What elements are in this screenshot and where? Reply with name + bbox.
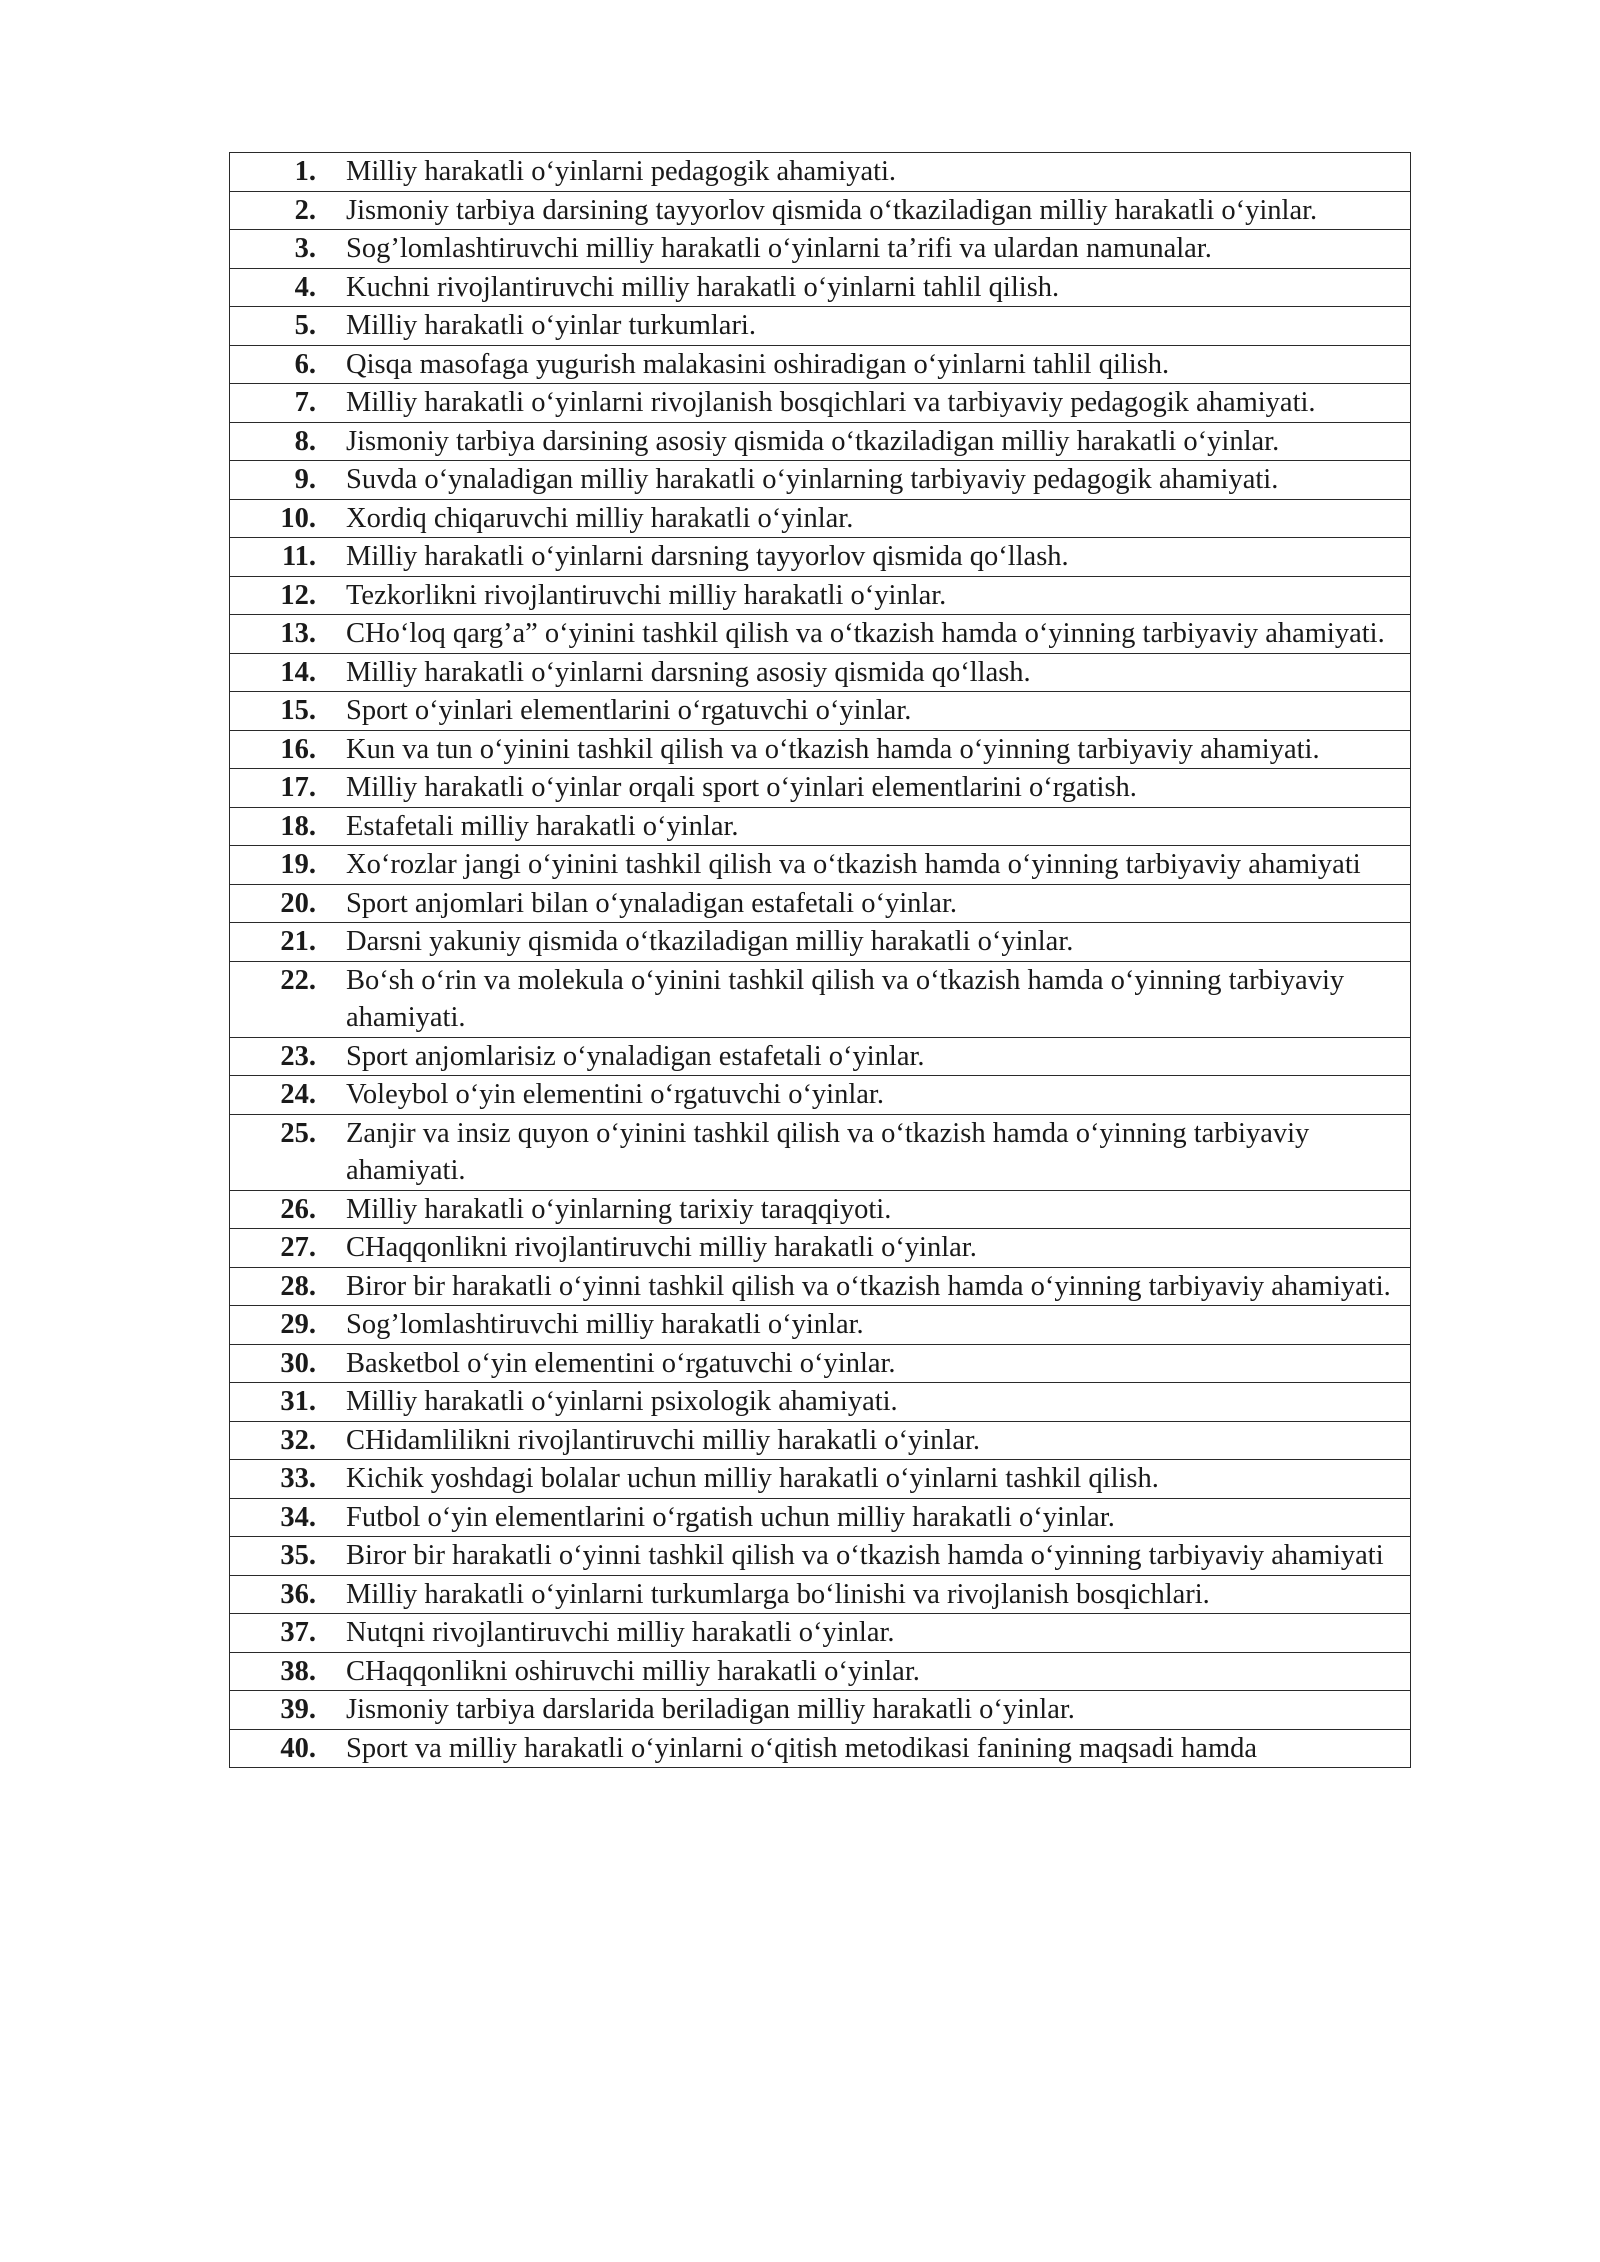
question-row [230, 345, 1411, 384]
question-row [230, 653, 1411, 692]
question-row [230, 692, 1411, 731]
question-text: Nutqni rivojlantiruvchi milliy harakatli o‘yinlar. [318, 1614, 1411, 1653]
question-text: Tezkorlikni rivojlantiruvchi milliy harakatli o‘yinlar. [318, 576, 1411, 615]
question-text: Xordiq chiqaruvchi milliy harakatli o‘yinlar. [318, 499, 1411, 538]
question-row [230, 1229, 1411, 1268]
question-row [230, 846, 1411, 885]
question-row [230, 1076, 1411, 1115]
question-row [230, 153, 1411, 192]
question-row [230, 1652, 1411, 1691]
question-row [230, 615, 1411, 654]
question-row [230, 1575, 1411, 1614]
question-number: 13. [230, 615, 319, 654]
question-number: 35. [230, 1537, 319, 1576]
question-text: Sport anjomlari bilan o‘ynaladigan estafetali o‘yinlar. [318, 884, 1411, 923]
question-number: 16. [230, 730, 319, 769]
question-number: 7. [230, 384, 319, 423]
question-text: Basketbol o‘yin elementini o‘rgatuvchi o‘yinlar. [318, 1344, 1411, 1383]
question-number: 33. [230, 1460, 319, 1499]
question-text: Milliy harakatli o‘yinlarning tarixiy taraqqiyoti. [318, 1190, 1411, 1229]
question-number: 24. [230, 1076, 319, 1115]
question-text: Qisqa masofaga yugurish malakasini oshiradigan o‘yinlarni tahlil qilish. [318, 345, 1411, 384]
question-row [230, 1691, 1411, 1730]
question-text: Voleybol o‘yin elementini o‘rgatuvchi o‘yinlar. [318, 1076, 1411, 1115]
question-number: 19. [230, 846, 319, 885]
question-text: CHaqqonlikni oshiruvchi milliy harakatli o‘yinlar. [318, 1652, 1411, 1691]
question-text: Sport va milliy harakatli o‘yinlarni o‘qitish metodikasi fanining maqsadi hamda [318, 1729, 1411, 1768]
question-row [230, 807, 1411, 846]
question-number: 17. [230, 769, 319, 808]
question-text: Milliy harakatli o‘yinlarni psixologik ahamiyati. [318, 1383, 1411, 1422]
question-row [230, 422, 1411, 461]
question-number: 31. [230, 1383, 319, 1422]
question-row [230, 461, 1411, 500]
question-number: 20. [230, 884, 319, 923]
question-number: 11. [230, 538, 319, 577]
question-text: Sog’lomlashtiruvchi milliy harakatli o‘yinlarni ta’rifi va ulardan namunalar. [318, 230, 1411, 269]
question-number: 39. [230, 1691, 319, 1730]
question-text: Milliy harakatli o‘yinlarni pedagogik ahamiyati. [318, 153, 1411, 192]
question-row [230, 884, 1411, 923]
question-number: 29. [230, 1306, 319, 1345]
question-row [230, 1498, 1411, 1537]
question-number: 27. [230, 1229, 319, 1268]
question-text: Jismoniy tarbiya darsining asosiy qismida o‘tkaziladigan milliy harakatli o‘yinlar. [318, 422, 1411, 461]
question-number: 14. [230, 653, 319, 692]
question-text: Estafetali milliy harakatli o‘yinlar. [318, 807, 1411, 846]
question-row [230, 1460, 1411, 1499]
question-text: Milliy harakatli o‘yinlarni darsning asosiy qismida qo‘llash. [318, 653, 1411, 692]
question-number: 32. [230, 1421, 319, 1460]
question-row [230, 499, 1411, 538]
question-text: Futbol o‘yin elementlarini o‘rgatish uchun milliy harakatli o‘yinlar. [318, 1498, 1411, 1537]
question-number: 1. [230, 153, 319, 192]
question-row [230, 1306, 1411, 1345]
question-number: 26. [230, 1190, 319, 1229]
question-row [230, 1537, 1411, 1576]
question-text: CHo‘loq qarg’a” o‘yinini tashkil qilish va o‘tkazish hamda o‘yinning tarbiyaviy ahamiyati. [318, 615, 1411, 654]
question-text: Suvda o‘ynaladigan milliy harakatli o‘yinlarning tarbiyaviy pedagogik ahamiyati. [318, 461, 1411, 500]
question-number: 3. [230, 230, 319, 269]
question-row [230, 1383, 1411, 1422]
question-text: Kichik yoshdagi bolalar uchun milliy harakatli o‘yinlarni tashkil qilish. [318, 1460, 1411, 1499]
question-number: 15. [230, 692, 319, 731]
question-text: Milliy harakatli o‘yinlarni rivojlanish bosqichlari va tarbiyaviy pedagogik ahamiyati. [318, 384, 1411, 423]
question-number: 9. [230, 461, 319, 500]
question-number: 12. [230, 576, 319, 615]
question-row [230, 730, 1411, 769]
question-number: 38. [230, 1652, 319, 1691]
question-row [230, 191, 1411, 230]
question-row [230, 538, 1411, 577]
question-number: 2. [230, 191, 319, 230]
question-table-body [230, 153, 1411, 1768]
question-text: Milliy harakatli o‘yinlar turkumlari. [318, 307, 1411, 346]
question-number: 6. [230, 345, 319, 384]
question-number: 40. [230, 1729, 319, 1768]
question-text: Sport o‘yinlari elementlarini o‘rgatuvchi o‘yinlar. [318, 692, 1411, 731]
question-number: 21. [230, 923, 319, 962]
question-text: Xo‘rozlar jangi o‘yinini tashkil qilish va o‘tkazish hamda o‘yinning tarbiyaviy ahamiyati [318, 846, 1411, 885]
question-number: 37. [230, 1614, 319, 1653]
question-text: CHidamlilikni rivojlantiruvchi milliy harakatli o‘yinlar. [318, 1421, 1411, 1460]
question-text: Milliy harakatli o‘yinlarni turkumlarga bo‘linishi va rivojlanish bosqichlari. [318, 1575, 1411, 1614]
question-table [229, 152, 1411, 1768]
question-text: Bo‘sh o‘rin va molekula o‘yinini tashkil qilish va o‘tkazish hamda o‘yinning tarbiyaviy ahamiyati. [318, 961, 1411, 1037]
question-text: Kun va tun o‘yinini tashkil qilish va o‘tkazish hamda o‘yinning tarbiyaviy ahamiyati. [318, 730, 1411, 769]
question-number: 36. [230, 1575, 319, 1614]
question-number: 10. [230, 499, 319, 538]
question-row [230, 1614, 1411, 1653]
question-row [230, 1729, 1411, 1768]
question-number: 34. [230, 1498, 319, 1537]
question-text: Darsni yakuniy qismida o‘tkaziladigan milliy harakatli o‘yinlar. [318, 923, 1411, 962]
question-number: 4. [230, 268, 319, 307]
question-row [230, 769, 1411, 808]
question-text: Jismoniy tarbiya darsining tayyorlov qismida o‘tkaziladigan milliy harakatli o‘yinlar. [318, 191, 1411, 230]
question-row [230, 230, 1411, 269]
question-number: 18. [230, 807, 319, 846]
question-text: Zanjir va insiz quyon o‘yinini tashkil qilish va o‘tkazish hamda o‘yinning tarbiyaviy ahamiyati. [318, 1114, 1411, 1190]
question-text: Kuchni rivojlantiruvchi milliy harakatli o‘yinlarni tahlil qilish. [318, 268, 1411, 307]
question-row [230, 1114, 1411, 1190]
question-row [230, 1190, 1411, 1229]
question-number: 22. [230, 961, 319, 1037]
question-number: 8. [230, 422, 319, 461]
question-text: Biror bir harakatli o‘yinni tashkil qilish va o‘tkazish hamda o‘yinning tarbiyaviy ahamiyati. [318, 1267, 1411, 1306]
question-row [230, 923, 1411, 962]
question-number: 23. [230, 1037, 319, 1076]
question-row [230, 1267, 1411, 1306]
question-row [230, 961, 1411, 1037]
question-number: 25. [230, 1114, 319, 1190]
question-number: 5. [230, 307, 319, 346]
question-text: Sport anjomlarisiz o‘ynaladigan estafetali o‘yinlar. [318, 1037, 1411, 1076]
question-number: 28. [230, 1267, 319, 1306]
question-row [230, 1037, 1411, 1076]
question-text: Milliy harakatli o‘yinlarni darsning tayyorlov qismida qo‘llash. [318, 538, 1411, 577]
question-row [230, 384, 1411, 423]
question-text: Milliy harakatli o‘yinlar orqali sport o‘yinlari elementlarini o‘rgatish. [318, 769, 1411, 808]
question-text: Biror bir harakatli o‘yinni tashkil qilish va o‘tkazish hamda o‘yinning tarbiyaviy ahamiyati [318, 1537, 1411, 1576]
question-text: Jismoniy tarbiya darslarida beriladigan milliy harakatli o‘yinlar. [318, 1691, 1411, 1730]
question-row [230, 1421, 1411, 1460]
question-number: 30. [230, 1344, 319, 1383]
question-row [230, 307, 1411, 346]
question-text: CHaqqonlikni rivojlantiruvchi milliy harakatli o‘yinlar. [318, 1229, 1411, 1268]
question-text: Sog’lomlashtiruvchi milliy harakatli o‘yinlar. [318, 1306, 1411, 1345]
question-row [230, 1344, 1411, 1383]
question-row [230, 268, 1411, 307]
question-row [230, 576, 1411, 615]
